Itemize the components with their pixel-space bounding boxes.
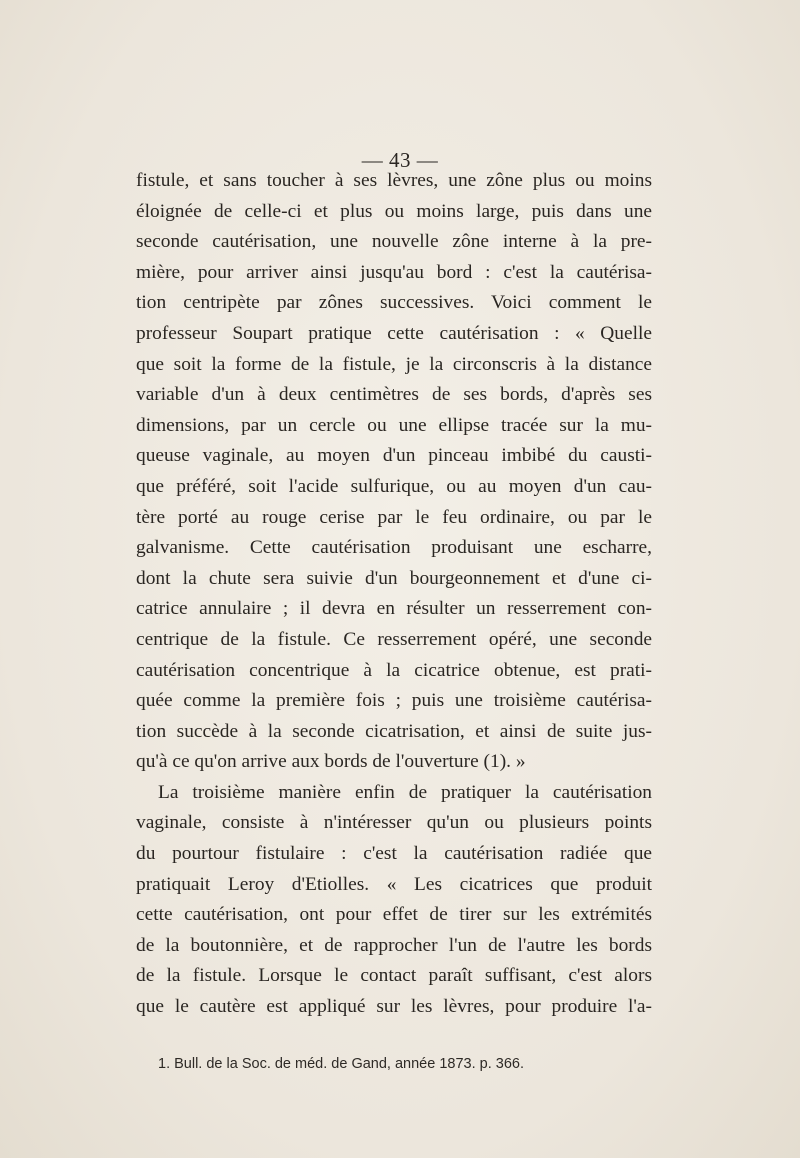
body-text xyxy=(136,166,652,1023)
text-line: dont la chute sera suivie d'un bourgeonnement et d'une ci- xyxy=(136,567,652,589)
text-line: queuse vaginale, au moyen d'un pinceau imbibé du causti- xyxy=(136,445,652,467)
text-line: centrique de la fistule. Ce resserrement opéré, une seconde xyxy=(136,628,652,650)
text-line: éloignée de celle-ci et plus ou moins large, puis dans une xyxy=(136,200,652,222)
text-line: fistule, et sans toucher à ses lèvres, une zône plus ou moins xyxy=(136,170,652,191)
text-line: variable d'un à deux centimètres de ses bords, d'après ses xyxy=(136,384,652,406)
text-line: mière, pour arriver ainsi jusqu'au bord : c'est la cautérisa- xyxy=(136,261,652,283)
page-number: — 43 — xyxy=(361,148,439,172)
text-line: galvanisme. Cette cautérisation produisant une escharre, xyxy=(136,537,652,559)
text-line: pratiquait Leroy d'Etiolles. « Les cicatrices que produit xyxy=(136,873,652,895)
text-line: cautérisation concentrique à la cicatrice obtenue, est prati- xyxy=(136,659,652,681)
footnote: 1. Bull. de la Soc. de méd. de Gand, année 1873. p. 366. xyxy=(158,1056,524,1072)
text-line: tère porté au rouge cerise par le feu ordinaire, ou par le xyxy=(136,506,652,528)
text-line: tion centripète par zônes successives. Voici comment le xyxy=(136,292,652,314)
text-line: de la fistule. Lorsque le contact paraît suffisant, c'est alors xyxy=(136,965,652,987)
text-line: dimensions, par un cercle ou une ellipse tracée sur la mu- xyxy=(136,414,652,436)
text-line: La troisième manière enfin de pratiquer la cautérisation xyxy=(158,781,652,803)
text-line: professeur Soupart pratique cette cautérisation : « Quelle xyxy=(136,322,652,344)
text-line: seconde cautérisation, une nouvelle zône interne à la pre- xyxy=(136,231,652,253)
text-line: que soit la forme de la fistule, je la circonscris à la distance xyxy=(136,353,652,375)
text-line: que préféré, soit l'acide sulfurique, ou au moyen d'un cau- xyxy=(136,475,652,497)
text-line: de la boutonnière, et de rapprocher l'un de l'autre les bords xyxy=(136,934,652,956)
text-line: qu'à ce qu'on arrive aux bords de l'ouverture (1). » xyxy=(136,751,526,773)
text-line: vaginale, consiste à n'intéresser qu'un ou plusieurs points xyxy=(136,812,652,834)
text-line: du pourtour fistulaire : c'est la cautérisation radiée que xyxy=(136,843,652,865)
text-line: que le cautère est appliqué sur les lèvres, pour produire l'a- xyxy=(136,996,652,1018)
text-line: catrice annulaire ; il devra en résulter un resserrement con- xyxy=(136,598,652,620)
text-line: cette cautérisation, ont pour effet de tirer sur les extrémités xyxy=(136,904,652,926)
text-line: tion succède à la seconde cicatrisation, et ainsi de suite jus- xyxy=(136,720,652,742)
text-line: quée comme la première fois ; puis une troisième cautérisa- xyxy=(136,690,652,712)
